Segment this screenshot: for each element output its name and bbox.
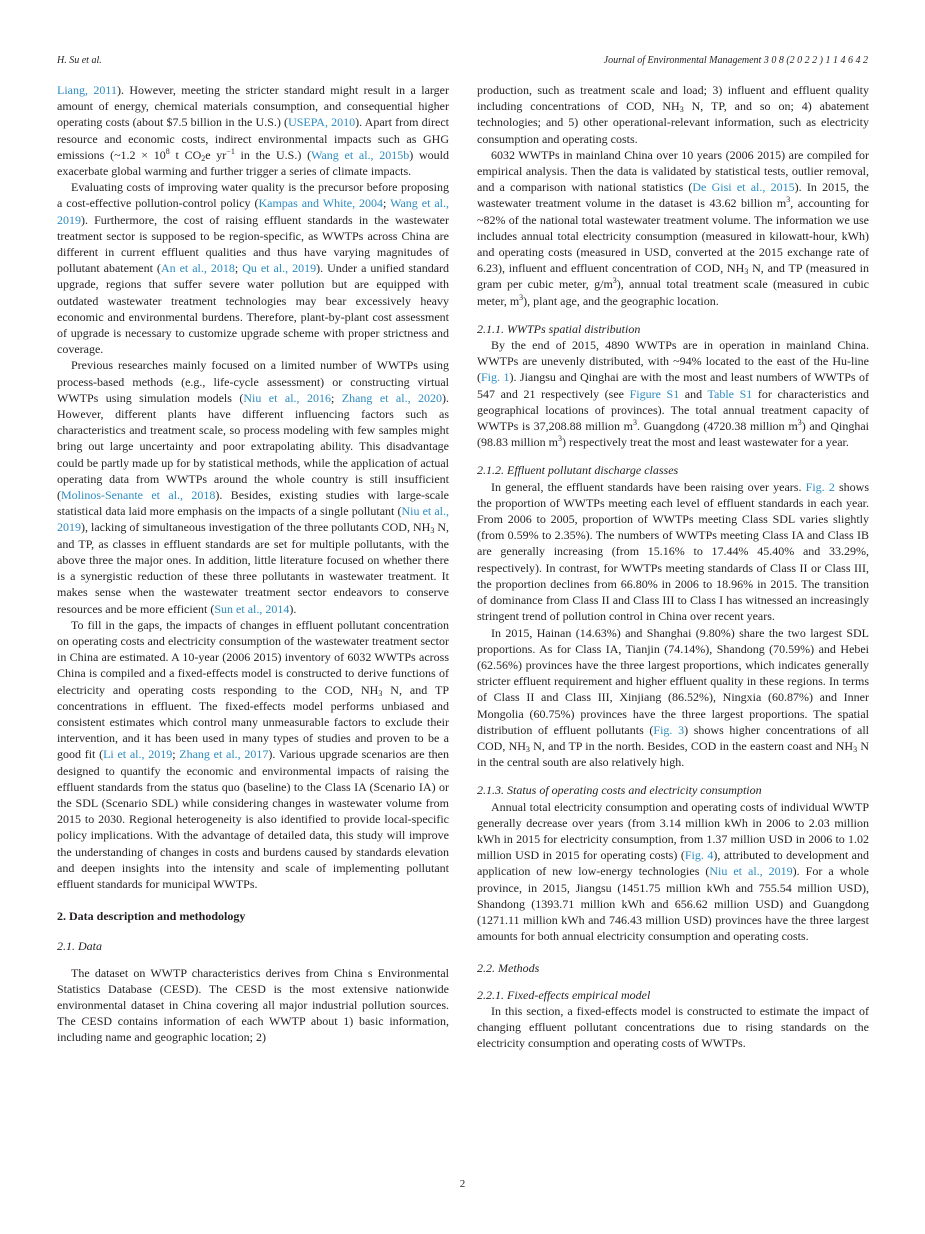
text-run: production, such as treatment scale and load; 3) influent and effluent quality including concentrations of COD, NH [477, 83, 869, 114]
paragraph [477, 479, 869, 625]
citation-link[interactable]: Fig. 3 [653, 722, 685, 737]
citation-link[interactable]: Li et al., 2019 [103, 747, 173, 762]
text-run: N, and TP in the north. Besides, COD in the eastern coast and NH [529, 738, 854, 753]
text-run: The dataset on WWTP characteristics derives from China s Environmental Statistics Database (CESD). The CESD is the most extensive nationwide environmental dataset in China covering all major industrial pollution sources. The CESD contains information of each WWTP about 1) basic information, including name and geographic location; 2) [57, 965, 449, 1045]
text-run: ) respectively treat the most and least wastewater for a year. [562, 435, 849, 450]
paragraph [57, 965, 449, 1046]
text-run: ; [172, 747, 180, 762]
citation-link[interactable]: Fig. 1 [481, 370, 510, 385]
header-authors: H. Su et al. [57, 55, 102, 66]
text-run: In this section, a fixed-effects model is constructed to estimate the impact of changing effluent pollutant concentrations due to rising standards on the electricity consumption and operating costs of WWTPs. [477, 1003, 869, 1051]
text-run: ). In 2015, the wastewater treatment volume in the dataset is 43.62 billion m [477, 180, 869, 211]
subscript: 2 [201, 153, 206, 163]
citation-link[interactable]: Fig. 2 [805, 479, 835, 494]
text-run: ). Apart from direct resource and economic costs, indirect environmental impacts such as GHG emissions (~1.2 × 10 [57, 115, 449, 162]
text-run: ). Jiangsu and Qinghai are with the most and least numbers of WWTPs of 547 and 21 respectively (see [477, 370, 869, 401]
paragraph [477, 1003, 869, 1052]
paragraph [477, 82, 869, 147]
citation-link[interactable]: Wang et al., 2019 [57, 196, 449, 227]
paragraph [477, 337, 869, 450]
citation-link[interactable]: Fig. 4 [684, 848, 714, 863]
text-run: for characteristics and geographical locations of provinces). The total annual treatment capacity of WWTPs is 37,208.88 million m [477, 386, 869, 434]
text-run: ). Furthermore, the cost of raising effluent standards in the wastewater treatment sector is supposed to be region-specific, as WWTPs across China are different in current effluent qualities and thus have varying magnitudes of pollutant abatement ( [57, 212, 449, 276]
text-run: t CO [169, 147, 202, 162]
superscript: 3 [786, 195, 791, 205]
text-run: shows the proportion of WWTPs meeting each level of effluent standards in each year. From 2006 to 2005, proportion of WWTPs meeting Class SDL varies slightly (from 0.59% to 2.35%). The numbers of WWTPs meeting Class IA and Class IB are generally increasing (from 15.16% to 17.44% 45.40% and 33.29%, respectively). In contrast, for WWTPs meeting standards of Class II or Class III, the proportion declines from 66.80% in 2006 to 18.96% in 2015. The transition of dominance from Class II and Class III to Class I has witnessed an increasingly stringent trend of pollution control in China over recent years. [477, 479, 869, 624]
text-run: Evaluating costs of improving water quality is the precursor before proposing a cost-effective pollution-control policy ( [57, 180, 449, 211]
paragraph [57, 357, 449, 616]
superscript: 3 [633, 418, 638, 428]
paragraph [57, 617, 449, 892]
text-run: ). However, different plants have different influencing factors such as characteristics and treatment scale, so process modeling with few samples might bring out large uncertainty and poor extrapolating ability. This disadvantage could be partly made up for by statistical methods, while the application of actual operating data from WWTPs around the whole country is still insufficient ( [57, 390, 450, 503]
text-run: ). Various upgrade scenarios are then designed to quantify the economic and environmental impacts of raising the effluent standards from the status quo (baseline) to the Class IA (Scenario IA) or the SDL (Scenario SDL) while considering changes in wastewater volume from 2015 to 2030. Regional heterogeneity is also identified to provide local-specific policy implications. With the advantage of detailed data, this study will improve the understanding of changes in costs and burdens caused by standards elevation and deepen insights into the intensity and scale of implementing pollutant effluent standards for municipal WWTPs. [57, 747, 449, 891]
subsubsection-heading: 2.2.1. Fixed-effects empirical model [477, 987, 651, 1002]
text-run: N, and TP (measured in gram per cubic meter, g/m [477, 261, 869, 292]
paragraph [477, 147, 869, 309]
text-run: ). However, meeting the stricter standard might result in a larger amount of energy, chemical materials consumption, and consequential higher operating costs (about $7.5 billion in the U.S.) ( [57, 83, 449, 130]
text-run: ), attributed to development and application of new low-energy technologies ( [477, 848, 869, 879]
section-heading: 2. Data description and methodology [57, 909, 246, 924]
superscript: 3 [797, 418, 802, 428]
page-number: 2 [459, 1178, 466, 1190]
citation-link[interactable]: Niu et al., 2019 [57, 504, 449, 535]
header-journal: Journal of Environmental Management 3 0 8 (2 0 2 2 ) 1 1 4 6 4 2 [603, 55, 868, 66]
citation-link[interactable]: Table S1 [707, 386, 753, 401]
superscript: −1 [226, 146, 235, 156]
superscript: 3 [612, 276, 617, 286]
text-run: ). Under a unified standard upgrade, regions that suffer severe water pollution but are equipped with outdated wastewater treatment technologies may bear excessively heavy economic and environmental burdens. Therefore, plant-by-plant cost assessment of upgrade is necessary to customize upgrade scheme with proper strictness and coverage. [57, 261, 450, 357]
citation-link[interactable]: Zhang et al., 2020 [341, 390, 443, 405]
citation-link[interactable]: Zhang et al., 2017 [179, 747, 269, 762]
subscript: 3 [525, 744, 530, 754]
paragraph [57, 82, 449, 179]
text-run: ). For a whole province, in 2015, Jiangsu (1451.75 million kWh and 755.54 million USD), Shandong (1393.71 million kWh and 656.62 million USD) and Guangdong (1271.11 million kWh and 746.43 million USD) provinces have the three largest amounts for both annual electricity consumption and operating costs. [477, 864, 869, 944]
text-run: ), lacking of simultaneous investigation of the three pollutants COD, NH [81, 520, 431, 535]
subsection-heading: 2.2. Methods [477, 961, 540, 976]
paragraph [57, 179, 449, 357]
text-run: and [679, 386, 708, 401]
citation-link[interactable]: Niu et al., 2019 [709, 864, 793, 879]
text-run: ; [383, 196, 391, 211]
subscript: 3 [378, 688, 383, 698]
citation-link[interactable]: USEPA, 2010 [288, 115, 356, 130]
citation-link[interactable]: Qu et al., 2019 [242, 261, 317, 276]
citation-link[interactable]: De Gisi et al., 2015 [692, 180, 795, 195]
text-run: Previous researches mainly focused on a limited number of WWTPs using process-based methods (e.g., life-cycle assessment) or constructing virtual WWTPs using simulation models ( [57, 358, 449, 405]
subsubsection-heading: 2.1.2. Effluent pollutant discharge classes [477, 463, 679, 478]
superscript: 3 [519, 292, 524, 302]
text-run: ). [289, 601, 297, 616]
text-run: , accounting for ~82% of the national total wastewater treatment volume. The information we use includes annual total electricity consumption (measured in kilowatt-hour, kWh) and operating costs (measured in USD, converted at the 2015 exchange rate of 6.23), influent and effluent concentration of COD, NH [477, 196, 869, 276]
text-run: ; [330, 390, 342, 405]
citation-link[interactable]: Figure S1 [629, 386, 680, 401]
text-run: ) shows higher concentrations of all COD, NH [477, 722, 869, 753]
subsection-heading: 2.1. Data [57, 939, 102, 954]
subscript: 3 [430, 526, 435, 536]
text-run: N in the central south are also relatively high. [477, 738, 869, 770]
text-run: In general, the effluent standards have been raising over years. [491, 479, 806, 494]
text-run: Annual total electricity consumption and operating costs of individual WWTP generally decrease over years (from 3.14 million kWh in 2006 to 2.03 million kWh in 2015 for electricity consumption, from 1.37 million USD in 2006 to 1.02 million USD in 2015 for operating costs) ( [477, 799, 869, 863]
running-header [57, 55, 868, 69]
subscript: 3 [744, 267, 749, 277]
text-run: . Guangdong (4720.38 million m [637, 419, 798, 434]
text-run: ). Besides, existing studies with large-scale statistical data laid more emphasis on the impacts of a single pollutant ( [57, 488, 449, 519]
text-run: N, TP, and so on; 4) abatement technologies; and 5) other operational-relevant information, such as electricity consumption and operating costs. [477, 99, 869, 146]
text-run: in the U.S.) ( [234, 147, 312, 162]
text-run: 6032 WWTPs in mainland China over 10 years (2006 2015) are compiled for empirical analysis. Then the data is validated by statistical tests, outlier removal, and a comparison with national statistics ( [477, 147, 869, 195]
text-run: By the end of 2015, 4890 WWTPs are in operation in mainland China. WWTPs are unevenly distributed, with ~94% located to the east of the Hu-line ( [477, 338, 869, 385]
citation-link[interactable]: Wang et al., 2015b [311, 147, 410, 162]
text-run: ; [234, 261, 243, 276]
text-run: ), plant age, and the geographic location. [523, 293, 719, 308]
subsubsection-heading: 2.1.3. Status of operating costs and electricity consumption [477, 783, 762, 798]
subscript: 3 [853, 744, 858, 754]
subscript: 3 [679, 105, 684, 115]
text-run: To fill in the gaps, the impacts of changes in effluent pollutant concentration on operating costs and electricity consumption of the wastewater treatment sector in China are estimated. A 10-year (2006 2015) inventory of 6032 WWTPs across China is compiled and a fixed-effects model is constructed to derive functions of electricity and operating costs responding to the COD, NH [57, 617, 449, 697]
superscript: 8 [165, 146, 170, 156]
text-run: N, and TP concentrations in effluent. The fixed-effects model performs unbiased and consistent estimates which control many unmeasurable factors to exclude their intervention, and it has been used in many types of studies and proven to be a good fit ( [57, 682, 450, 762]
superscript: 3 [558, 434, 562, 444]
subsubsection-heading: 2.1.1. WWTPs spatial distribution [477, 321, 641, 336]
citation-link[interactable]: Sun et al., 2014 [214, 601, 290, 616]
citation-link[interactable]: An et al., 2018 [160, 261, 235, 276]
text-run: ) would exacerbate global warming and further trigger a series of climate impacts. [57, 147, 450, 179]
text-run: ) and Qinghai (98.83 million m [477, 419, 870, 450]
right-column [477, 82, 869, 1051]
paragraph [477, 625, 869, 771]
paragraph [477, 799, 869, 945]
text-run: N, and TP, as classes in effluent standards are set for multiple pollutants, with the above three the major ones. In addition, little literature focused on whether there is a synergistic reduction of these three pollutants in wastewater treatment. It makes sense when the wastewater treatment sector endeavors to conserve resources and be more efficient ( [57, 520, 449, 616]
citation-link[interactable]: Molinos-Senante et al., 2018 [61, 488, 216, 503]
citation-link[interactable]: Liang, 2011 [57, 83, 117, 97]
citation-link[interactable]: Kampas and White, 2004 [258, 196, 384, 211]
text-run: e yr [205, 147, 227, 162]
text-run: In 2015, Hainan (14.63%) and Shanghai (9.80%) share the two largest SDL proportions. As for Class IA, Tianjin (74.14%), Shandong (70.59%) and Hebei (62.56%) provinces have the three largest proportions, which indicates generally stricter effluent requirement and higher effluent quality in these regions. In terms of Class II and Class III, Xinjiang (86.52%), Ningxia (60.87%) and Inner Mongolia (60.75%) provinces have the three largest proportions. The spatial distribution of effluent pollutants ( [477, 625, 869, 737]
text-run: ), annual total treatment scale (measured in cubic meter, m [477, 277, 870, 308]
left-column [57, 82, 449, 1046]
citation-link[interactable]: Niu et al., 2016 [243, 390, 331, 405]
